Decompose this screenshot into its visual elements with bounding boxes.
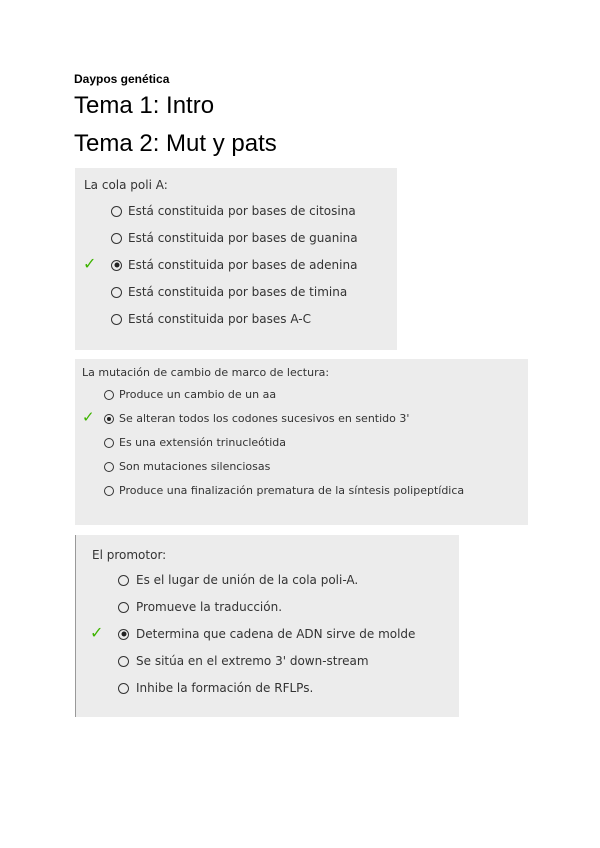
radio-unselected-icon[interactable]: [104, 390, 114, 400]
question-3-option-2[interactable]: [118, 600, 282, 614]
question-1-option-4[interactable]: [111, 285, 347, 299]
option-label: Es el lugar de unión de la cola poli-A.: [136, 573, 359, 587]
question-2-option-2[interactable]: [104, 412, 409, 425]
heading-tema-1: Tema 1: Intro: [74, 92, 215, 119]
radio-unselected-icon[interactable]: [111, 287, 122, 298]
question-2-option-4[interactable]: [104, 460, 270, 473]
question-3-option-4[interactable]: [118, 654, 369, 668]
option-label: Está constituida por bases de guanina: [128, 231, 358, 245]
option-label: Se sitúa en el extremo 3' down-stream: [136, 654, 369, 668]
option-label: Está constituida por bases A-C: [128, 312, 312, 326]
option-label: Produce una finalización prematura de la síntesis polipeptídica: [119, 484, 465, 497]
option-label: Son mutaciones silenciosas: [119, 460, 271, 473]
radio-unselected-icon[interactable]: [118, 575, 129, 586]
question-3-option-1[interactable]: [118, 573, 358, 587]
doc-subtitle: Daypos genética: [74, 72, 170, 86]
option-label: Es una extensión trinucleótida: [119, 436, 287, 449]
radio-unselected-icon[interactable]: [118, 656, 129, 667]
radio-selected-icon[interactable]: [111, 260, 122, 271]
radio-selected-icon[interactable]: [118, 629, 129, 640]
question-1-option-3[interactable]: [111, 258, 357, 272]
radio-unselected-icon[interactable]: [118, 683, 129, 694]
question-2-screenshot: [75, 359, 528, 525]
radio-unselected-icon[interactable]: [118, 602, 129, 613]
option-label: Produce un cambio de un aa: [119, 388, 277, 401]
question-2-option-1[interactable]: [104, 388, 276, 401]
option-label: Está constituida por bases de adenina: [128, 258, 358, 272]
question-1-option-5[interactable]: [111, 312, 311, 326]
checkmark-icon: ✓: [83, 254, 97, 273]
question-1-text: La cola poli A:: [84, 178, 168, 192]
checkmark-icon: ✓: [90, 623, 104, 642]
radio-unselected-icon[interactable]: [111, 314, 122, 325]
radio-unselected-icon[interactable]: [111, 206, 122, 217]
question-1-option-2[interactable]: [111, 231, 358, 245]
radio-selected-icon[interactable]: [104, 414, 114, 424]
radio-unselected-icon[interactable]: [104, 438, 114, 448]
question-2-option-5[interactable]: [104, 484, 464, 497]
question-3-option-3[interactable]: [118, 627, 415, 641]
option-label: Inhibe la formación de RFLPs.: [136, 681, 314, 695]
option-label: Está constituida por bases de timina: [128, 285, 348, 299]
question-2-text: La mutación de cambio de marco de lectura:: [82, 366, 330, 379]
question-1-option-1[interactable]: [111, 204, 356, 218]
radio-unselected-icon[interactable]: [111, 233, 122, 244]
radio-unselected-icon[interactable]: [104, 486, 114, 496]
question-3-option-5[interactable]: [118, 681, 313, 695]
option-label: Está constituida por bases de citosina: [128, 204, 356, 218]
option-label: Promueve la traducción.: [136, 600, 283, 614]
option-label: Determina que cadena de ADN sirve de molde: [136, 627, 416, 641]
radio-unselected-icon[interactable]: [104, 462, 114, 472]
question-2-option-3[interactable]: [104, 436, 286, 449]
heading-tema-2: Tema 2: Mut y pats: [74, 130, 277, 157]
question-1-screenshot: [75, 168, 397, 350]
option-label: Se alteran todos los codones sucesivos en sentido 3': [119, 412, 410, 425]
question-3-screenshot: [75, 535, 459, 717]
question-3-text: El promotor:: [92, 548, 167, 562]
checkmark-icon: ✓: [82, 408, 95, 426]
